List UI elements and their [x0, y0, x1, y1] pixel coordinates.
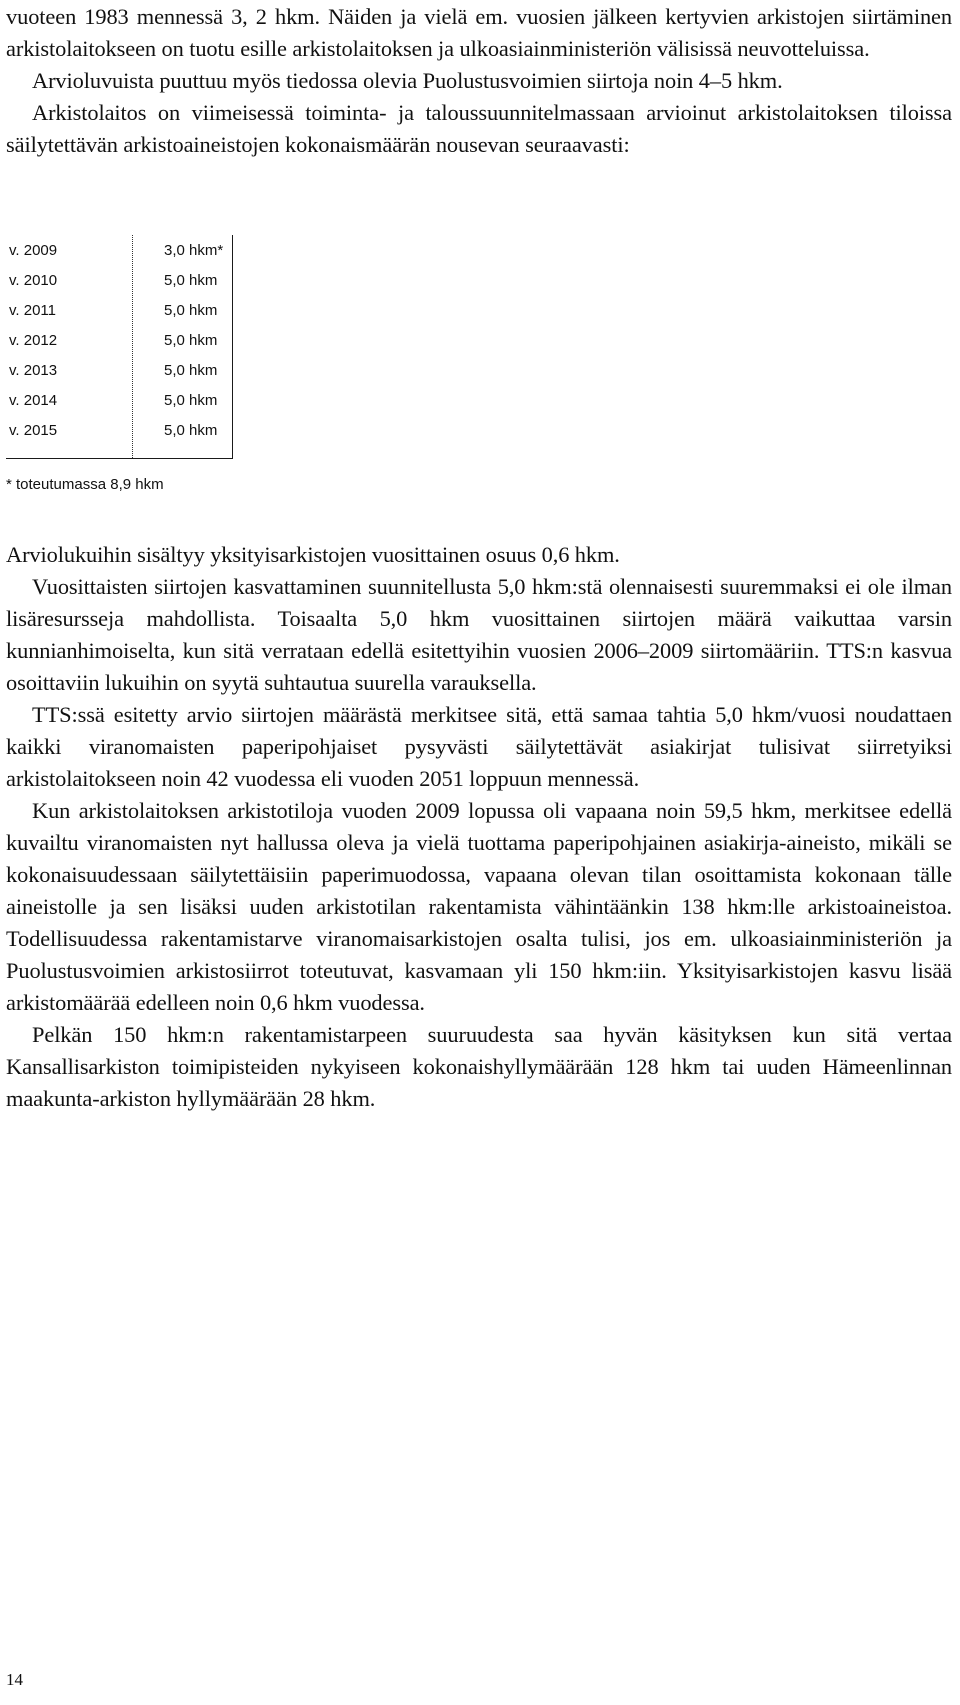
table-row [6, 355, 232, 387]
paragraph: Arviolukuihin sisältyy yksityisarkistojen vuosittainen osuus 0,6 hkm. [6, 542, 620, 567]
value-cell: 5,0 hkm [164, 362, 218, 379]
paragraph: Kun arkistolaitoksen arkistotiloja vuoden 2009 lopussa oli vapaana noin 59,5 hkm, merkitsee edellä kuvailtu viranomaisten nyt hallussa oleva ja vielä tuottama paperipohjainen asiakirja-aineisto, mikäli se kokonaisuudessaan säilytettäisiin paperimuodossa, vapaana olevan tilan osoittamista kokonaan tälle aineistolle ja sen lisäksi uuden arkistotilan rakentamista vähintäänkin 138 hkm:lle arkistoaineistoa. Todellisuudessa rakentamistarve viranomaisarkistojen osalta tulisi, jos em. ulkoasiainministeriön ja Puolustusvoimien arkistosiirrot toteutuvat, kasvamaan yli 150 hkm:iin. Yksityisarkistojen kasvu lisää arkistomäärää edelleen noin 0,6 hkm vuodessa. [6, 798, 952, 1015]
paragraph: Arkistolaitos on viimeisessä toiminta- ja taloussuunnitelmassaan arvioinut arkistolaitoksen tiloissa säilytettävän arkistoaineistojen kokonaismäärän nousevan seuraavasti: [6, 100, 952, 157]
top-text-block [6, 1, 952, 161]
year-cell: v. 2009 [9, 242, 58, 259]
value-cell: 5,0 hkm [164, 392, 218, 409]
value-cell: 3,0 hkm* [164, 242, 224, 259]
year-cell: v. 2011 [9, 302, 56, 319]
value-cell: 5,0 hkm [164, 272, 218, 289]
year-cell: v. 2015 [9, 422, 58, 439]
year-cell: v. 2014 [9, 392, 58, 409]
paragraph: TTS:ssä esitetty arvio siirtojen määrästä merkitsee sitä, että samaa tahtia 5,0 hkm/vuosi noudattaen kaikki viranomaisten paperipohjaiset pysyvästi säilytettävät asiakirjat tulisivat siirretyiksi arkistolaitokseen noin 42 vuodessa eli vuoden 2051 loppuun mennessä. [6, 702, 952, 791]
year-cell: v. 2013 [9, 362, 58, 379]
year-cell: v. 2010 [9, 272, 58, 289]
paragraph: Arvioluvuista puuttuu myös tiedossa olevia Puolustusvoimien siirtoja noin 4–5 hkm. [32, 68, 783, 93]
table-row [6, 295, 232, 327]
table-footnote: * toteutumassa 8,9 hkm [6, 476, 164, 493]
page-number: 14 [6, 1670, 23, 1689]
bottom-text-block [6, 539, 952, 1115]
value-cell: 5,0 hkm [164, 332, 218, 349]
value-cell: 5,0 hkm [164, 422, 218, 439]
table-row [6, 325, 232, 357]
year-cell: v. 2012 [9, 332, 58, 349]
archive-volume-table [6, 235, 233, 459]
paragraph: vuoteen 1983 mennessä 3, 2 hkm. Näiden ja vielä em. vuosien jälkeen kertyvien arkistojen siirtäminen arkistolaitokseen on tuotu esille arkistolaitoksen ja ulkoasiainministeriön välisissä neuvotteluissa. [6, 4, 952, 61]
table-row [6, 265, 232, 297]
value-cell: 5,0 hkm [164, 302, 218, 319]
paragraph: Vuosittaisten siirtojen kasvattaminen suunnitellusta 5,0 hkm:stä olennaisesti suuremmaksi ei ole ilman lisäresursseja mahdollista. Toisaalta 5,0 hkm vuosittainen siirtojen määrä vaikuttaa varsin kunnianhimoiselta, kun sitä verrataan edellä esitettyihin vuosien 2006–2009 siirtomääriin. TTS:n kasvua osoittaviin lukuihin on syytä suhtautua suurella varauksella. [6, 574, 952, 695]
table-row [6, 235, 232, 267]
table-row [6, 415, 232, 447]
paragraph: Pelkän 150 hkm:n rakentamistarpeen suuruudesta saa hyvän käsityksen kun sitä vertaa Kansallisarkiston toimipisteiden nykyiseen kokonaishyllymäärään 128 hkm tai uuden Hämeenlinnan maakunta-arkiston hyllymäärään 28 hkm. [6, 1022, 952, 1111]
table-row [6, 385, 232, 417]
